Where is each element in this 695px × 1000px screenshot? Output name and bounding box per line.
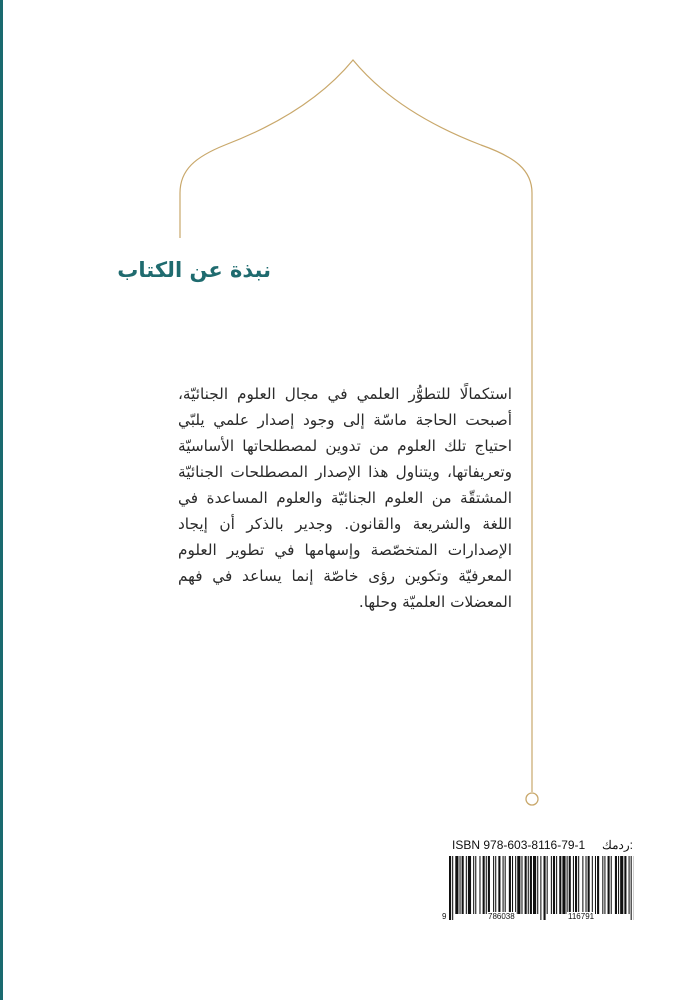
- barcode-bar: [602, 856, 603, 914]
- section-title: نبذة عن الكتاب: [117, 258, 271, 282]
- barcode-bar: [540, 856, 541, 920]
- barcode-bar: [595, 856, 596, 914]
- barcode-bar: [573, 856, 574, 914]
- barcode-bar: [553, 856, 555, 914]
- barcode-bar: [498, 856, 500, 914]
- barcode-bar: [455, 856, 458, 914]
- barcode-bar: [586, 856, 587, 914]
- barcode-bar: [559, 856, 561, 914]
- barcode-bar: [460, 856, 461, 914]
- isbn-number: 978-603-8116-79-1: [483, 838, 586, 852]
- barcode-bar: [530, 856, 532, 914]
- barcode-bar: [615, 856, 617, 914]
- barcode-bar: [624, 856, 626, 914]
- barcode-bar: [533, 856, 536, 914]
- barcode-bar: [537, 856, 538, 914]
- isbn-line: [452, 838, 633, 852]
- barcode-bar: [547, 856, 548, 914]
- barcode-bar: [517, 856, 520, 914]
- barcode-bar: [597, 856, 599, 914]
- barcode-bar: [486, 856, 487, 914]
- barcode-bar: [505, 856, 506, 914]
- barcode-bar: [468, 856, 471, 914]
- barcode-bar: [495, 856, 496, 914]
- barcode-bar: [503, 856, 504, 914]
- barcode-bar: [515, 856, 516, 914]
- barcode-bar: [556, 856, 557, 914]
- barcode-bar: [488, 856, 490, 914]
- barcode-bar: [562, 856, 565, 914]
- barcode-bar: [608, 856, 610, 914]
- barcode-digits-left: 786038: [488, 912, 515, 921]
- barcode-bar: [575, 856, 577, 914]
- barcode-bar: [629, 856, 630, 914]
- barcode-bar: [544, 856, 546, 920]
- barcode-bar: [479, 856, 480, 914]
- barcode-bar: [512, 856, 513, 914]
- barcode-bar: [592, 856, 593, 914]
- barcode-digit-lead: 9: [442, 912, 447, 921]
- barcode-bar: [578, 856, 579, 914]
- barcode-digits-right: 116791: [568, 912, 595, 921]
- barcode-bar: [521, 856, 522, 914]
- barcode-bar: [582, 856, 583, 914]
- isbn-label-group: [452, 838, 585, 852]
- barcode-bar: [588, 856, 590, 914]
- barcode-bar: [493, 856, 494, 914]
- barcode-bar: [620, 856, 623, 914]
- barcode-bar: [551, 856, 552, 914]
- barcode-bar: [509, 856, 511, 914]
- barcode-bar: [631, 856, 632, 920]
- barcode-bar: [466, 856, 467, 914]
- barcode-bar: [604, 856, 605, 914]
- barcode-bar: [567, 856, 568, 914]
- barcode-bar: [462, 856, 464, 914]
- isbn-arabic-label: ردمك:: [601, 838, 633, 852]
- barcode-bar: [611, 856, 612, 914]
- barcode: [449, 856, 634, 920]
- book-description: استكمالًا للتطوُّر العلمي في مجال العلوم الجنائيّة، أصبحت الحاجة ماسّة إلى وجود إصدار علمي يلبّي احتياج تلك العلوم من تدوين لمصطلحاتها الأساسيّة وتعريفاتها، ويتناول هذا الإصدار المصطلحات الجنائيّة المشتقّة من العلوم الجنائيّة والعلوم المساعدة في اللغة والشريعة والقانون. وجدير بالذكر أن إيجاد الإصدارات المتخصّصة وإسهامها في تطوير العلوم المعرفيّة وتكوين رؤى خاصّة إنما يساعد في فهم المعضلات العلميّة وحلها.: [178, 385, 512, 611]
- barcode-bar: [528, 856, 529, 914]
- barcode-bar: [483, 856, 485, 914]
- barcode-bar: [475, 856, 476, 914]
- barcode-digits: [442, 912, 634, 924]
- barcode-bar: [449, 856, 451, 920]
- isbn-label: ISBN: [452, 838, 481, 852]
- barcode-bar: [525, 856, 527, 914]
- barcode-bar: [618, 856, 619, 914]
- barcode-bar: [452, 856, 453, 920]
- barcode-bar: [569, 856, 571, 914]
- barcode-bar: [473, 856, 474, 914]
